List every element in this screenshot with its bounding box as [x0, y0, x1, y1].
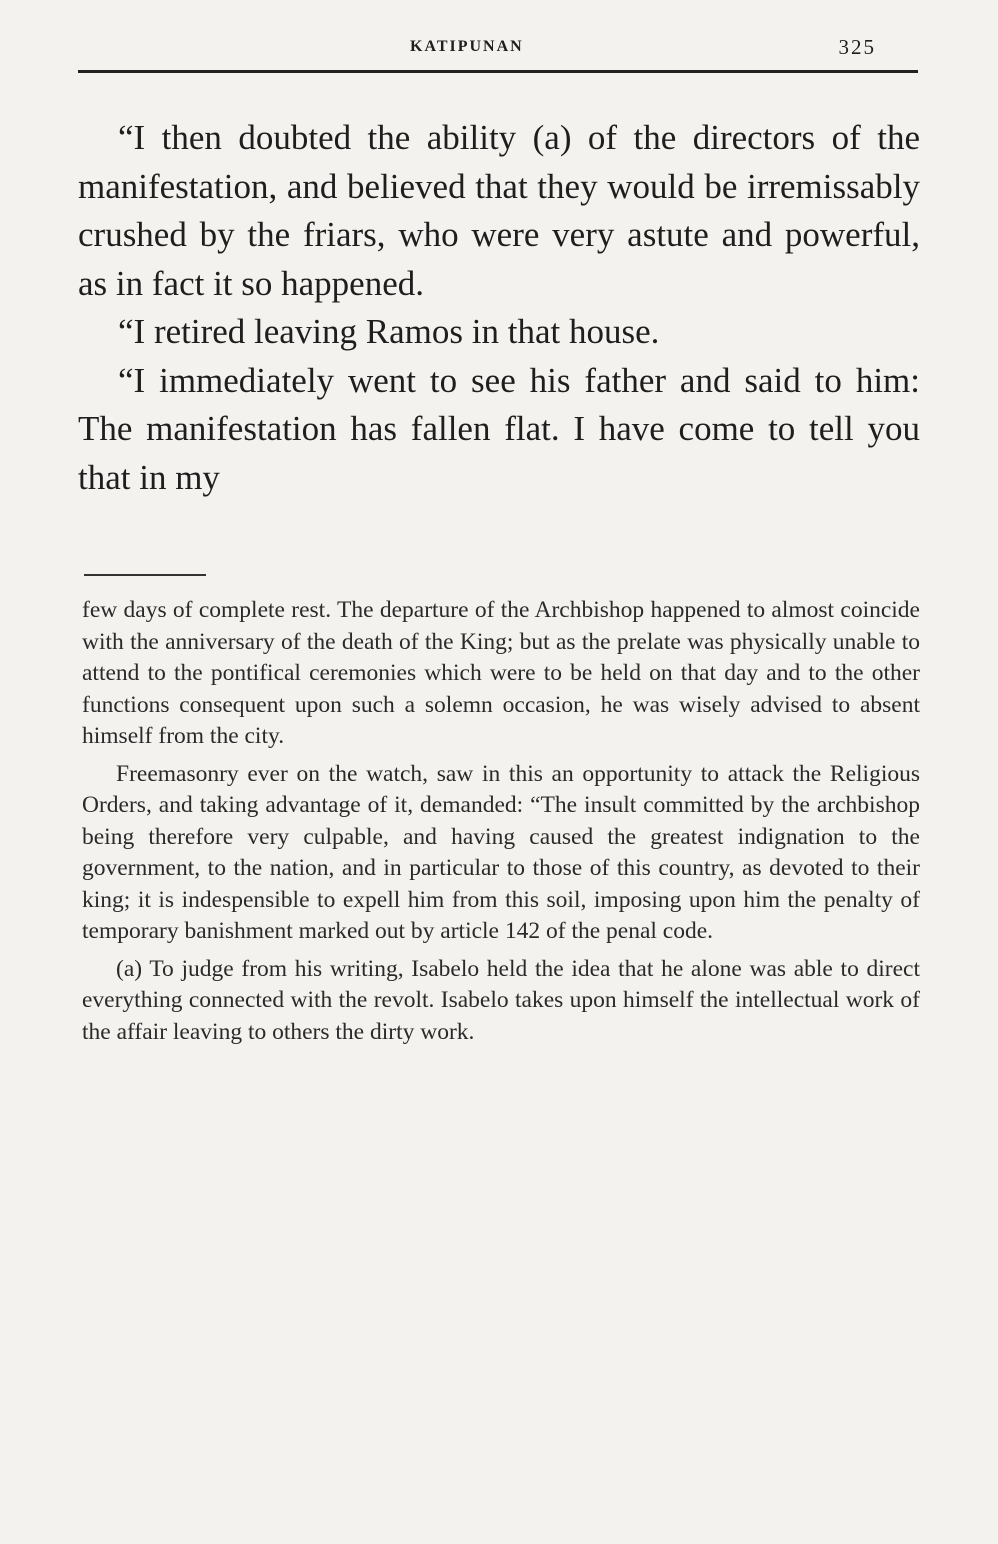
paragraph-father: “I immediately went to see his father and said to him: The manifestation has fallen flat. I have come to tell you that in my — [78, 360, 920, 497]
main-text — [78, 114, 920, 502]
paragraph-retired: “I retired leaving Ramos in that house. — [118, 312, 660, 351]
running-title: KATIPUNAN — [410, 38, 524, 55]
footnote-rule — [84, 574, 206, 576]
footnotes — [82, 595, 920, 1048]
running-head — [80, 35, 918, 68]
note-continued: few days of complete rest. The departure of the Archbishop happened to almost coincide with the anniversary of the death of the King; but as the prelate was physically unable to attend to the pontifical ceremonies which were to be held on that day and to the other functions consequent upon such a solemn occasion, he was wisely advised to absent himself from the city. — [82, 597, 920, 749]
note-continued-freemasonry: Freemasonry ever on the watch, saw in this an opportunity to attack the Religious Orders, and taking advantage of it, demanded: “The insult committed by the archbishop being therefore very culpable, and having caused the greatest indignation to the government, to the nation, and in particular to those of this country, as devoted to their king; it is indespensible to expell him from this soil, imposing upon him the penalty of temporary banishment marked out by article 142 of the penal code. — [82, 760, 920, 944]
header-rule — [78, 70, 918, 73]
page-number: 325 — [838, 35, 876, 59]
paragraph-doubted: “I then doubted the ability (a) of the directors of the manifestation, and believed that they would be irremissably crushed by the friars, who were very astute and powerful, as in fact it so happened. — [78, 118, 920, 303]
footnote-a: (a) To judge from his writing, Isabelo held the idea that he alone was able to direct everything connected with the revolt. Isabelo takes upon himself the intellectual work of the affair leaving to others the dirty work. — [82, 955, 920, 1045]
